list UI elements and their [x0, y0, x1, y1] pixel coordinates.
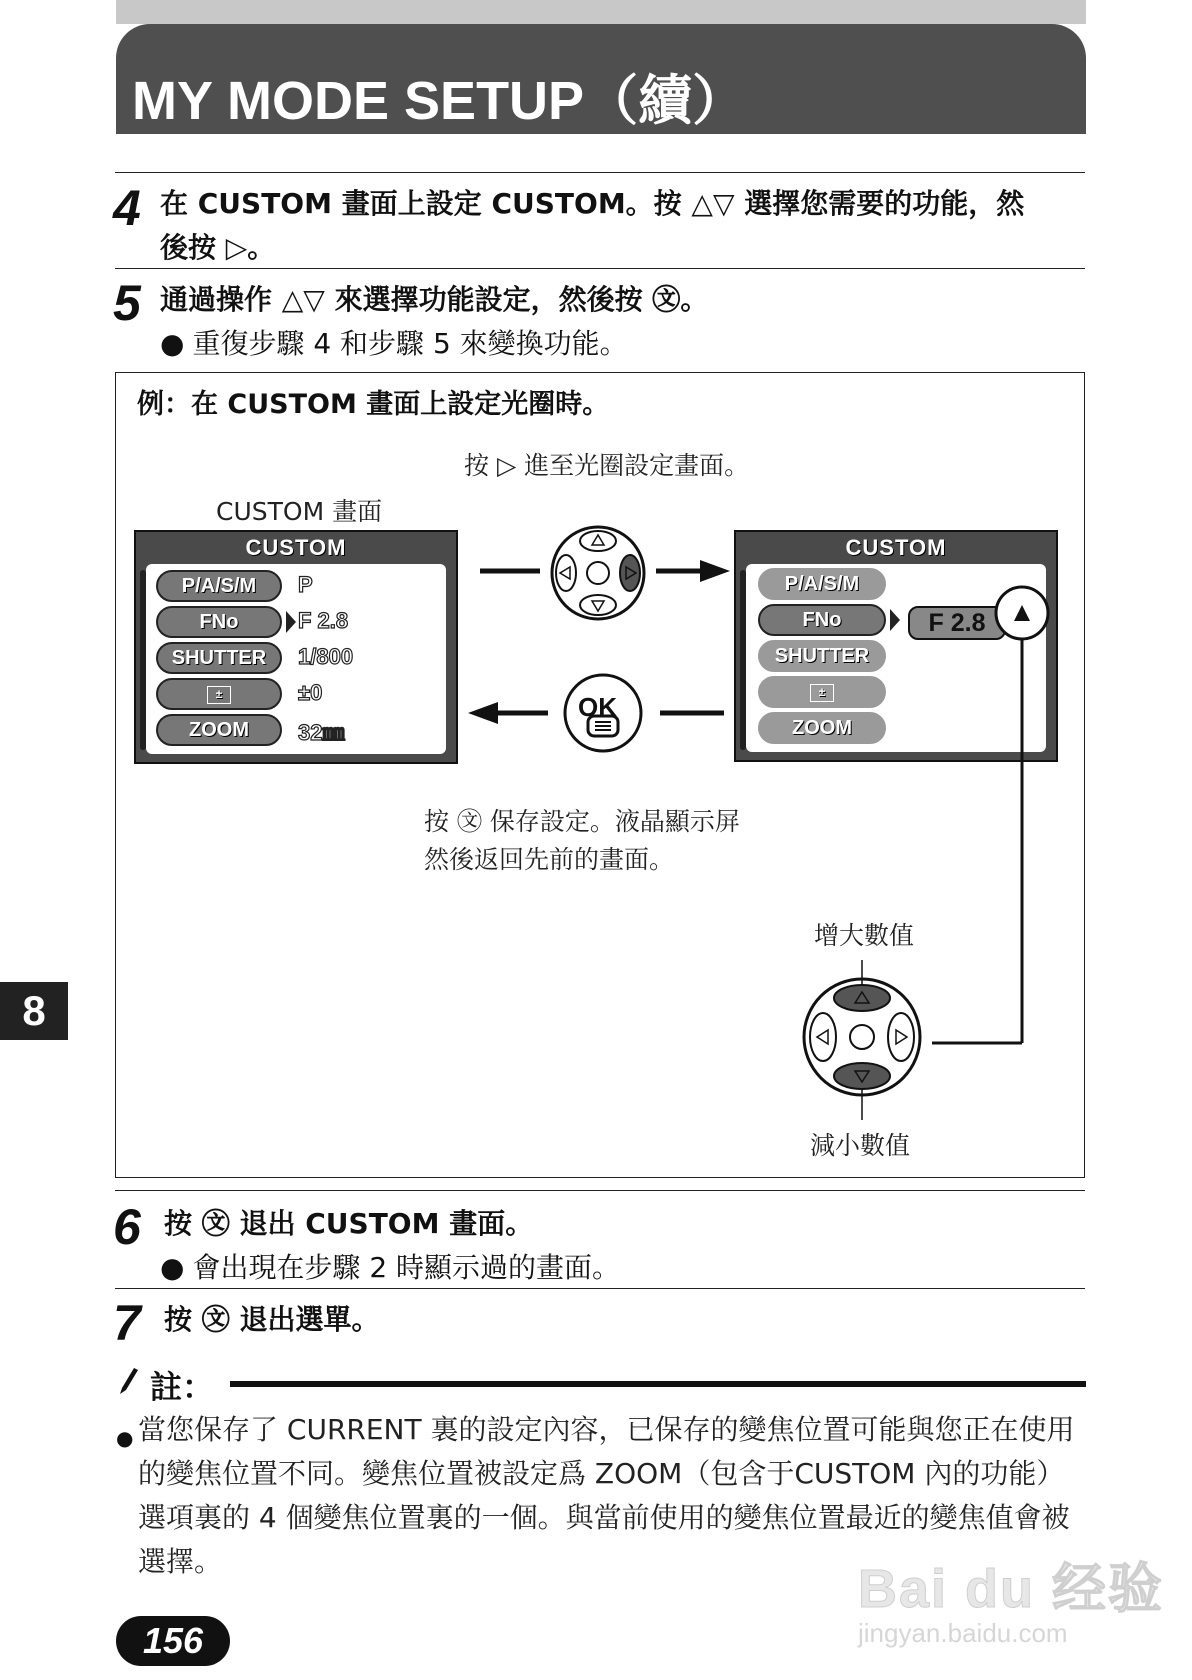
- decrease-label: 減小數值: [810, 1131, 911, 1160]
- menu-item-shutter[interactable]: SHUTTER: [156, 642, 282, 674]
- item-value: F 2.8: [298, 608, 349, 633]
- aperture-value-box[interactable]: F 2.8: [908, 606, 1006, 640]
- watermark-url: jingyan.baidu.com: [858, 1618, 1068, 1648]
- example-label: 例：在 CUSTOM 畫面上設定光圈時。: [137, 389, 610, 420]
- menu-item-fno[interactable]: FNo: [156, 606, 282, 638]
- dpad-right-pressed-icon: [552, 527, 644, 619]
- step-5-text: 通過操作 △▽ 來選擇功能設定，然後按 ㉆。: [160, 283, 709, 316]
- note-heading: 註：: [150, 1368, 215, 1406]
- note-body: 當您保存了 CURRENT 裏的設定內容，已保存的變焦位置可能與您正在使用的變焦位置不同。變焦位置被設定爲 ZOOM（包含于CUSTOM 內的功能）選項裏的 4 個變焦位置裏的一個。與當前使用的變焦位置最近的變焦值會被選擇。: [138, 1413, 1075, 1578]
- step-7-text: 按 ㉆ 退出選單。: [164, 1303, 380, 1336]
- step-5-bullet: ● 重復步驟 4 和步驟 5 來變換功能。: [160, 322, 628, 362]
- item-value: 1/800: [298, 644, 354, 669]
- menu-item-fno[interactable]: FNo: [758, 604, 886, 636]
- save-note-cont: 然後返回先前的畫面。: [424, 845, 675, 874]
- step-4-text-cont: 後按 ▷。: [160, 231, 276, 264]
- bullet-icon: ●: [116, 1426, 134, 1450]
- divider: [115, 1190, 1085, 1191]
- note-rule: [230, 1381, 1086, 1387]
- chapter-tab: 8: [0, 982, 68, 1040]
- screen-title: CUSTOM: [245, 535, 347, 560]
- left-arrow-icon: [468, 702, 498, 724]
- item-value: P: [298, 572, 313, 597]
- step-number: 6: [113, 1199, 141, 1255]
- exposure-comp-icon: ±: [810, 684, 834, 702]
- item-value: 32㎜: [298, 720, 345, 745]
- menu-item-shutter[interactable]: SHUTTER: [758, 640, 886, 672]
- step-6-bullet: ● 會出現在步驟 2 時顯示過的畫面。: [160, 1246, 620, 1286]
- step-number: 5: [113, 275, 141, 331]
- step-number: 7: [113, 1295, 141, 1351]
- screen-title: CUSTOM: [845, 535, 947, 560]
- custom-screen-caption: CUSTOM 畫面: [216, 497, 383, 526]
- menu-item-zoom[interactable]: ZOOM: [758, 712, 886, 744]
- step-4-text: 在 CUSTOM 畫面上設定 CUSTOM。按 △▽ 選擇您需要的功能，然: [160, 187, 1025, 220]
- watermark-logo: Bai du 经验: [858, 1559, 1165, 1619]
- increase-label: 增大數值: [814, 921, 915, 950]
- save-note: 按 ㉆ 保存設定。液晶顯示屏: [424, 807, 740, 836]
- item-value: ±0: [298, 680, 323, 705]
- dpad-up-down-icon: [804, 960, 920, 1120]
- divider: [115, 1288, 1085, 1289]
- menu-item-pasm[interactable]: P/A/S/M: [758, 568, 886, 600]
- exposure-comp-icon: ±: [207, 686, 231, 704]
- page-number: 156: [116, 1616, 230, 1666]
- ok-label: OK: [578, 692, 617, 722]
- step-number: 4: [113, 180, 141, 236]
- page-title: MY MODE SETUP（續）: [132, 71, 747, 131]
- step-6-text: 按 ㉆ 退出 CUSTOM 畫面。: [164, 1207, 534, 1240]
- menu-item-pasm[interactable]: P/A/S/M: [156, 570, 282, 602]
- right-arrow-icon: [700, 560, 730, 582]
- menu-item-zoom[interactable]: ZOOM: [156, 714, 282, 746]
- press-right-note: 按 ▷ 進至光圈設定畫面。: [464, 451, 750, 480]
- pencil-icon: [114, 1366, 140, 1396]
